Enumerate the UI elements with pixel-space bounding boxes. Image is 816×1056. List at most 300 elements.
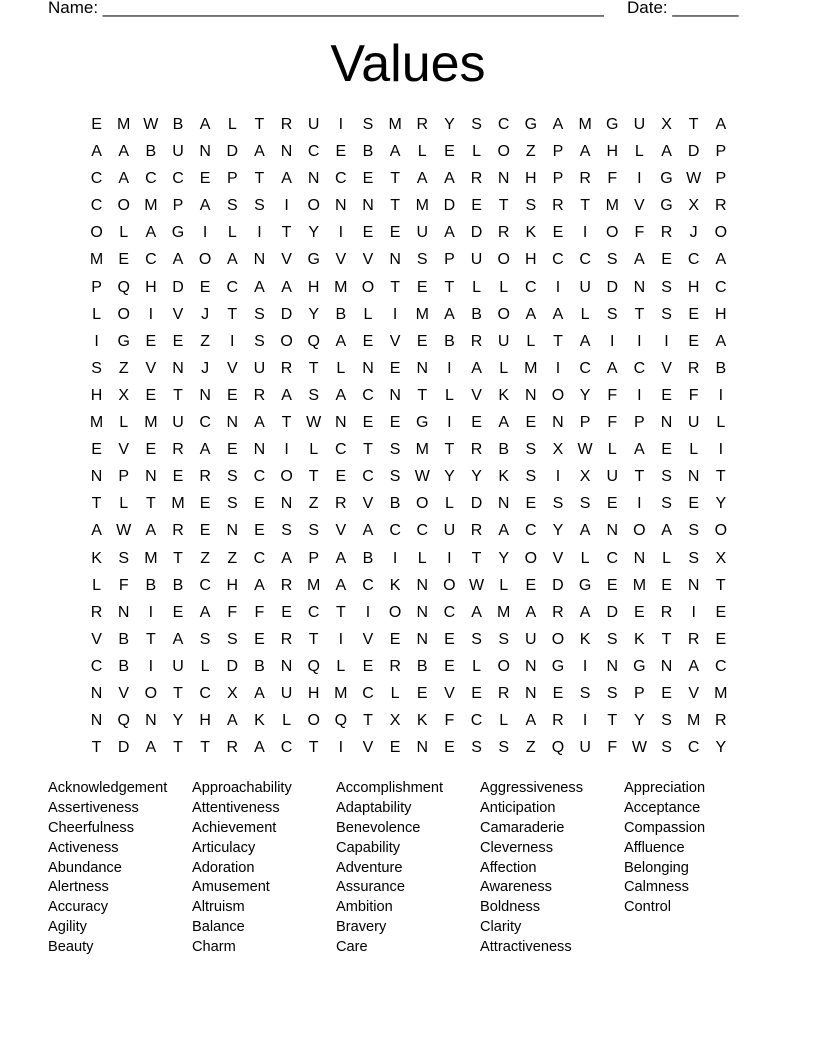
word-list-item: Affluence: [624, 839, 685, 856]
grid-letter: Q: [334, 712, 348, 730]
grid-letter: C: [687, 739, 700, 757]
grid-letter: A: [416, 170, 428, 188]
grid-letter: M: [307, 576, 321, 594]
grid-letter: Z: [200, 332, 211, 350]
grid-letter: N: [172, 359, 184, 377]
grid-letter: G: [551, 657, 565, 675]
grid-letter: I: [148, 603, 154, 621]
grid-letter: L: [662, 549, 671, 567]
grid-letter: Z: [525, 739, 536, 757]
date-field-label: Date: _______: [627, 0, 739, 17]
grid-letter: R: [335, 495, 347, 513]
grid-letter: S: [579, 495, 591, 513]
grid-letter: C: [199, 414, 211, 432]
word-list-item: Beauty: [48, 939, 94, 956]
grid-letter: V: [362, 630, 374, 648]
grid-letter: S: [471, 739, 482, 757]
grid-letter: W: [686, 170, 702, 188]
grid-letter: E: [389, 739, 401, 757]
grid-letter: Y: [471, 468, 482, 486]
grid-letter: N: [633, 549, 646, 567]
grid-letter: L: [92, 305, 102, 323]
grid-letter: A: [471, 359, 482, 377]
grid-letter: B: [145, 143, 157, 161]
grid-letter: T: [200, 739, 211, 757]
grid-letter: B: [471, 305, 482, 323]
grid-letter: P: [118, 468, 130, 486]
grid-letter: G: [633, 657, 646, 675]
grid-letter: V: [471, 386, 482, 404]
grid-letter: T: [254, 170, 265, 188]
grid-letter: V: [688, 684, 699, 702]
grid-letter: T: [173, 549, 183, 567]
grid-letter: E: [91, 116, 102, 133]
grid-letter: F: [118, 576, 129, 594]
grid-letter: Q: [117, 278, 130, 296]
grid-letter: N: [416, 630, 429, 648]
grid-letter: Q: [307, 332, 320, 350]
grid-letter: M: [497, 603, 511, 621]
word-list-item: Ambition: [336, 899, 393, 916]
grid-letter: L: [472, 143, 481, 161]
grid-letter: R: [90, 603, 103, 621]
grid-letter: L: [390, 684, 400, 702]
grid-letter: C: [552, 251, 564, 269]
word-list-item: Boldness: [480, 899, 541, 916]
grid-letter: A: [281, 170, 292, 188]
grid-letter: H: [606, 143, 619, 161]
grid-letter: A: [715, 332, 727, 350]
grid-letter: I: [148, 657, 154, 675]
grid-letter: I: [338, 630, 344, 648]
word-list-item: Camaraderie: [480, 819, 565, 836]
grid-letter: I: [582, 657, 588, 675]
grid-letter: N: [687, 576, 700, 594]
grid-letter: C: [525, 278, 537, 296]
grid-letter: M: [415, 197, 429, 215]
word-list-item: Attentiveness: [192, 799, 280, 816]
grid-letter: L: [499, 576, 509, 594]
grid-letter: Y: [444, 116, 455, 133]
grid-letter: T: [390, 170, 400, 188]
grid-letter: A: [661, 522, 672, 540]
grid-letter: H: [199, 712, 211, 730]
word-list-item: Acceptance: [624, 799, 701, 816]
grid-letter: W: [116, 522, 132, 540]
grid-letter: T: [308, 739, 319, 757]
grid-letter: R: [470, 522, 483, 540]
grid-row: [83, 276, 734, 303]
grid-letter: B: [172, 576, 184, 594]
grid-letter: E: [199, 522, 211, 540]
grid-letter: K: [579, 630, 591, 648]
grid-letter: A: [552, 305, 564, 323]
grid-letter: A: [199, 441, 211, 459]
grid-letter: L: [444, 495, 454, 513]
grid-letter: E: [335, 143, 347, 161]
grid-letter: T: [390, 278, 400, 296]
grid-letter: L: [227, 116, 237, 133]
grid-row: [83, 303, 734, 330]
grid-letter: S: [525, 468, 537, 486]
grid-letter: E: [199, 170, 211, 188]
grid-letter: P: [579, 414, 591, 432]
grid-letter: I: [284, 197, 289, 215]
grid-letter: N: [226, 522, 239, 540]
grid-letter: L: [92, 576, 102, 594]
grid-letter: A: [579, 332, 591, 350]
grid-letter: E: [715, 603, 727, 621]
grid-letter: T: [173, 386, 183, 404]
grid-letter: X: [661, 116, 672, 133]
grid-letter: A: [579, 603, 591, 621]
grid-letter: L: [309, 441, 319, 459]
grid-letter: T: [580, 197, 590, 215]
grid-letter: Z: [525, 143, 536, 161]
grid-letter: E: [91, 441, 102, 459]
grid-letter: I: [582, 712, 588, 730]
grid-letter: X: [226, 684, 238, 702]
grid-letter: L: [119, 224, 129, 242]
grid-row: [83, 519, 734, 546]
grid-letter: T: [308, 468, 319, 486]
grid-letter: X: [579, 468, 591, 486]
grid-letter: T: [634, 305, 645, 323]
grid-letter: F: [607, 386, 618, 404]
grid-letter: A: [552, 116, 564, 133]
grid-letter: E: [525, 414, 537, 432]
grid-letter: A: [606, 359, 618, 377]
grid-letter: D: [172, 278, 184, 296]
grid-letter: R: [172, 522, 184, 540]
grid-letter: E: [444, 739, 455, 757]
grid-letter: Z: [118, 359, 129, 377]
grid-letter: Y: [634, 712, 645, 730]
grid-letter: G: [524, 116, 538, 133]
grid-letter: I: [284, 441, 289, 459]
grid-letter: I: [718, 386, 724, 404]
grid-letter: O: [633, 522, 646, 540]
grid-letter: S: [199, 630, 211, 648]
grid-letter: A: [335, 549, 347, 567]
grid-letter: E: [471, 414, 482, 432]
grid-letter: R: [470, 170, 483, 188]
grid-letter: T: [417, 386, 428, 404]
grid-letter: S: [308, 522, 320, 540]
grid-letter: R: [172, 441, 184, 459]
grid-letter: S: [552, 495, 564, 513]
grid-letter: O: [307, 197, 320, 215]
grid-letter: C: [335, 441, 347, 459]
grid-letter: B: [362, 143, 374, 161]
grid-letter: Z: [227, 549, 238, 567]
grid-letter: E: [661, 684, 672, 702]
grid-letter: B: [172, 116, 184, 133]
grid-letter: B: [362, 549, 374, 567]
grid-letter: A: [498, 522, 510, 540]
grid-letter: X: [552, 441, 564, 459]
grid-letter: S: [498, 630, 510, 648]
grid-letter: O: [280, 468, 293, 486]
grid-letter: P: [444, 251, 455, 269]
grid-letter: R: [280, 359, 293, 377]
grid-letter: T: [715, 468, 726, 486]
grid-letter: A: [471, 603, 482, 621]
grid-letter: A: [634, 441, 645, 459]
grid-letter: E: [118, 251, 130, 269]
grid-letter: M: [89, 251, 104, 269]
grid-letter: A: [145, 522, 157, 540]
word-list-item: Agility: [48, 919, 87, 936]
grid-letter: S: [226, 495, 238, 513]
grid-letter: C: [172, 170, 184, 188]
grid-letter: E: [661, 576, 672, 594]
grid-letter: N: [199, 143, 211, 161]
grid-letter: N: [145, 468, 157, 486]
grid-letter: O: [497, 657, 510, 675]
grid-letter: B: [335, 305, 347, 323]
grid-letter: E: [254, 522, 265, 540]
grid-letter: D: [117, 739, 130, 757]
grid-letter: E: [389, 359, 401, 377]
grid-letter: I: [637, 332, 642, 350]
grid-letter: T: [281, 224, 292, 242]
grid-letter: A: [254, 684, 265, 702]
grid-letter: E: [389, 224, 401, 242]
grid-letter: L: [119, 495, 129, 513]
word-list-item: Activeness: [48, 839, 119, 856]
grid-letter: T: [145, 495, 156, 513]
grid-letter: T: [173, 739, 183, 757]
grid-letter: S: [579, 684, 591, 702]
grid-letter: R: [497, 684, 510, 702]
word-list-item: Capability: [336, 839, 401, 856]
grid-letter: R: [226, 739, 239, 757]
grid-letter: O: [280, 332, 293, 350]
grid-letter: N: [226, 414, 239, 432]
grid-letter: J: [201, 305, 210, 323]
grid-letter: M: [89, 414, 104, 432]
grid-row: [83, 438, 734, 465]
grid-letter: O: [714, 224, 728, 242]
grid-letter: A: [254, 278, 265, 296]
grid-letter: F: [607, 170, 618, 188]
grid-letter: H: [525, 251, 537, 269]
grid-letter: L: [200, 657, 210, 675]
grid-letter: V: [362, 495, 374, 513]
grid-letter: T: [390, 197, 400, 215]
grid-letter: A: [145, 739, 157, 757]
grid-letter: S: [254, 332, 265, 350]
grid-letter: R: [497, 224, 510, 242]
grid-letter: R: [687, 630, 700, 648]
word-list-item: Belonging: [624, 859, 689, 876]
grid-letter: O: [524, 549, 538, 567]
grid-letter: E: [444, 657, 455, 675]
grid-letter: X: [118, 386, 130, 404]
grid-letter: N: [362, 197, 374, 215]
grid-letter: T: [553, 332, 563, 350]
grid-letter: S: [471, 630, 482, 648]
grid-letter: M: [144, 197, 158, 215]
grid-letter: C: [633, 359, 646, 377]
grid-letter: L: [282, 712, 291, 730]
grid-letter: O: [117, 197, 130, 215]
grid-letter: E: [634, 603, 645, 621]
grid-letter: C: [90, 197, 103, 215]
word-list-item: Adoration: [192, 859, 255, 876]
grid-letter: I: [94, 332, 99, 350]
grid-letter: N: [389, 386, 401, 404]
grid-letter: K: [634, 630, 645, 648]
grid-letter: R: [470, 441, 483, 459]
grid-letter: T: [688, 116, 699, 133]
grid-letter: T: [444, 441, 455, 459]
grid-letter: L: [336, 657, 346, 675]
grid-letter: A: [579, 143, 591, 161]
grid-letter: M: [415, 441, 429, 459]
grid-letter: U: [172, 657, 184, 675]
grid-letter: C: [362, 468, 374, 486]
grid-letter: S: [498, 739, 510, 757]
grid-row: [83, 655, 734, 682]
grid-letter: E: [362, 224, 374, 242]
grid-letter: A: [688, 657, 699, 675]
grid-row: [83, 736, 734, 763]
grid-letter: E: [199, 278, 211, 296]
grid-letter: D: [552, 576, 564, 594]
grid-letter: L: [444, 386, 454, 404]
grid-row: [83, 465, 734, 492]
grid-letter: N: [253, 441, 266, 459]
grid-letter: S: [661, 305, 672, 323]
grid-letter: A: [199, 603, 211, 621]
grid-letter: I: [610, 332, 615, 350]
grid-letter: S: [254, 305, 265, 323]
grid-letter: E: [389, 414, 401, 432]
grid-letter: L: [417, 549, 427, 567]
grid-letter: A: [91, 143, 102, 161]
grid-letter: Z: [308, 495, 319, 513]
grid-letter: I: [555, 359, 561, 377]
grid-letter: R: [552, 712, 564, 730]
grid-letter: Y: [308, 305, 320, 323]
grid-letter: H: [90, 386, 103, 404]
grid-letter: X: [389, 712, 401, 730]
grid-letter: G: [416, 414, 429, 432]
grid-letter: R: [253, 386, 266, 404]
word-list-item: Cleverness: [480, 839, 553, 856]
word-list-item: Alertness: [48, 879, 109, 896]
grid-letter: R: [280, 576, 293, 594]
grid-letter: L: [472, 657, 481, 675]
grid-letter: C: [687, 251, 700, 269]
grid-letter: A: [362, 522, 374, 540]
grid-letter: A: [498, 414, 510, 432]
page-title: Values: [330, 35, 486, 93]
grid-letter: N: [416, 603, 429, 621]
grid-letter: O: [90, 224, 103, 242]
grid-letter: C: [199, 576, 211, 594]
grid-letter: G: [578, 576, 592, 594]
grid-letter: R: [389, 657, 401, 675]
grid-letter: H: [145, 278, 157, 296]
grid-letter: T: [308, 359, 319, 377]
grid-letter: N: [552, 414, 564, 432]
grid-letter: S: [362, 116, 374, 133]
grid-letter: E: [335, 468, 347, 486]
grid-letter: L: [499, 712, 509, 730]
grid-letter: D: [606, 603, 619, 621]
grid-letter: V: [118, 441, 130, 459]
grid-letter: O: [388, 603, 402, 621]
grid-letter: F: [254, 603, 265, 621]
grid-letter: S: [226, 197, 238, 215]
grid-letter: N: [90, 684, 103, 702]
grid-letter: L: [716, 414, 726, 432]
grid-letter: O: [307, 712, 320, 730]
grid-letter: M: [687, 712, 701, 730]
grid-letter: T: [91, 739, 102, 757]
grid-letter: P: [552, 143, 564, 161]
grid-letter: A: [335, 386, 347, 404]
grid-letter: U: [633, 116, 646, 133]
grid-letter: E: [525, 576, 537, 594]
grid-letter: F: [688, 386, 699, 404]
grid-letter: U: [307, 116, 320, 133]
grid-letter: E: [471, 197, 482, 215]
grid-letter: S: [606, 251, 618, 269]
grid-letter: I: [637, 386, 642, 404]
grid-letter: C: [362, 386, 374, 404]
grid-letter: N: [362, 359, 374, 377]
grid-letter: T: [471, 549, 482, 567]
grid-letter: V: [444, 684, 455, 702]
grid-letter: E: [362, 414, 374, 432]
word-list-item: Charm: [192, 939, 236, 956]
grid-letter: G: [171, 224, 185, 242]
word-list-item: Achievement: [192, 819, 277, 836]
grid-letter: A: [525, 603, 537, 621]
grid-letter: E: [172, 332, 184, 350]
grid-letter: V: [226, 359, 238, 377]
grid-letter: E: [416, 332, 428, 350]
grid-letter: C: [145, 170, 157, 188]
grid-letter: E: [362, 332, 374, 350]
grid-letter: C: [443, 603, 456, 621]
grid-letter: O: [497, 251, 510, 269]
grid-letter: S: [281, 522, 292, 540]
grid-letter: C: [497, 116, 510, 133]
grid-letter: J: [201, 359, 210, 377]
grid-letter: A: [172, 630, 184, 648]
word-list-item: Acknowledgement: [48, 780, 168, 796]
grid-letter: I: [447, 359, 452, 377]
grid-letter: V: [389, 332, 401, 350]
grid-letter: T: [715, 576, 726, 594]
grid-letter: A: [444, 305, 455, 323]
grid-letter: D: [470, 224, 483, 242]
grid-letter: Y: [579, 386, 591, 404]
grid-letter: I: [637, 495, 642, 513]
grid-letter: F: [227, 603, 238, 621]
grid-letter: N: [253, 251, 266, 269]
word-list-item: Balance: [192, 919, 245, 936]
grid-letter: W: [414, 468, 430, 486]
grid-letter: B: [715, 359, 727, 377]
grid-letter: I: [555, 468, 561, 486]
grid-letter: C: [335, 170, 347, 188]
